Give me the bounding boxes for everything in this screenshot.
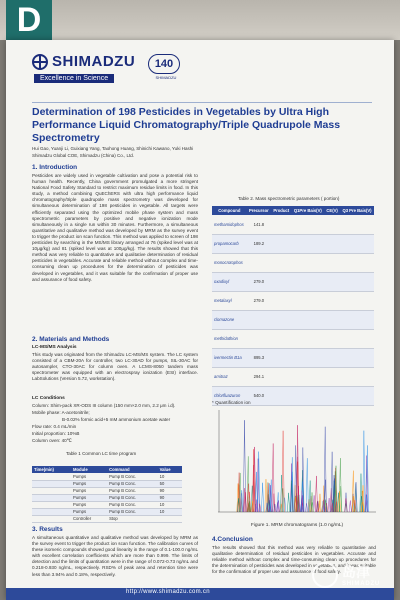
table-row	[32, 508, 182, 515]
table-cell: Pump B Conc.	[107, 501, 158, 508]
table-cell	[247, 310, 271, 329]
table-row	[212, 310, 374, 329]
table-cell	[340, 329, 374, 348]
table-cell	[271, 291, 291, 310]
table-cell	[32, 480, 71, 487]
table-cell: Pumps	[71, 508, 107, 515]
table-row	[32, 480, 182, 487]
table-cell: Stop	[107, 515, 158, 522]
poster-url: http://www.shimadzu.com.cn	[126, 589, 210, 595]
compound-name: metalaxyl	[212, 291, 247, 310]
table-header-cell: Compound	[212, 206, 247, 215]
table-header-cell: Q1Pre Bais(V)	[291, 206, 324, 215]
condition-column: Column: Shim-pack XR-ODS III column (150 mm×2.0 mm, 2.2 μm i.d).	[32, 403, 176, 408]
table-cell: 10	[158, 508, 182, 515]
anniversary-badge: 140	[148, 54, 180, 74]
table-cell	[324, 367, 340, 386]
chromatogram-peak	[339, 458, 341, 512]
table-header-cell: Q3 Pre Bais(V)	[340, 206, 374, 215]
chromatogram-peak	[282, 431, 284, 512]
table-row	[32, 473, 182, 480]
table-cell	[291, 367, 324, 386]
table-cell	[32, 494, 71, 501]
table-cell: 279.0	[247, 291, 271, 310]
table-cell	[291, 234, 324, 253]
chromatogram-peak	[349, 501, 351, 512]
watermark-english-text: SHIMADZU	[342, 581, 381, 587]
compound-name: chlorfluazuron	[212, 386, 247, 405]
table-cell	[32, 473, 71, 480]
table-cell	[271, 367, 291, 386]
section-methods-heading: 2. Materials and Methods	[32, 336, 110, 343]
watermark-logo-icon	[312, 562, 338, 588]
table-cell	[291, 348, 324, 367]
table-row	[212, 234, 374, 253]
table-cell	[271, 386, 291, 405]
section-results-heading: 3. Results	[32, 526, 63, 533]
chromatogram-peaks	[237, 420, 369, 512]
table-cell	[271, 329, 291, 348]
condition-mobile-phase-b: B-0.02% formic acid+5 mM ammonium acetate water	[62, 417, 171, 422]
anniversary-sub: SHIMADZU	[155, 75, 177, 80]
table-cell	[324, 272, 340, 291]
lc-conditions-heading: LC Conditions	[32, 396, 65, 401]
table-cell	[340, 253, 374, 272]
brand-tagline: Excellence in Science	[34, 74, 114, 83]
condition-mobile-phase-a: Mobile phase: A-acetonitrile;	[32, 410, 90, 415]
table-cell	[324, 310, 340, 329]
table-cell: Pump B Conc.	[107, 494, 158, 501]
table-header-row	[32, 466, 182, 473]
poster-title: Determination of 198 Pesticides in Vegetables by Ultra High Performance Liquid Chromatography/Triple Quadrupole Mass Spectrometry	[32, 106, 341, 144]
table-header-cell: CE(V)	[324, 206, 340, 215]
table-cell	[324, 234, 340, 253]
table-row	[212, 272, 374, 291]
lcms-analysis-text: This study was originated from the Shimadzu LC-MS/MS system. The LC system consisted of a CBM-20A for controller, two LC-30AD for pumps, SIL-30AC for autosampler, CTO-30AC for column oven. A LCMS-8050 tandem mass spectrometer was equipped with an electrospray ionization (ESI) interface. LabSolutions (Version 5.72, workstation).	[32, 352, 198, 382]
table-cell	[291, 329, 324, 348]
table-cell	[271, 272, 291, 291]
chromatogram-peak	[306, 458, 308, 512]
table-cell	[340, 215, 374, 234]
table-header-cell: Precursor	[247, 206, 271, 215]
table-cell: Pumps	[71, 487, 107, 494]
compound-name: propamocarb	[212, 234, 247, 253]
chromatogram-peak	[360, 474, 362, 512]
chromatogram-peak	[305, 503, 307, 512]
backdrop-wall	[0, 0, 400, 40]
table-cell	[340, 234, 374, 253]
table-cell	[340, 310, 374, 329]
table-cell: 90	[158, 494, 182, 501]
header-divider	[32, 102, 372, 103]
section-conclusion-heading: 4.Conclusion	[212, 536, 253, 543]
chromatogram-peak	[328, 498, 330, 512]
watermark-chinese-text: 岛津	[342, 564, 370, 580]
table-cell	[32, 515, 71, 522]
brand-name: SHIMADZU	[52, 53, 136, 70]
table-cell	[32, 508, 71, 515]
table-row	[212, 329, 374, 348]
table-row	[32, 501, 182, 508]
table-cell	[340, 272, 374, 291]
table-cell	[324, 215, 340, 234]
ms-parameters-table	[212, 206, 374, 406]
conclusion-text: The results showed that this method was very reliable to quantitative and qualitative determination of residual pesticides in vegetables. Accurate and reliable method without complex and time-consuming clean up procedures for the determination of pesticides was developed in vegetables, and it was suitable for the confirmation of proper use and assurance of food safety.	[212, 545, 376, 575]
table-cell	[291, 291, 324, 310]
table-cell	[291, 215, 324, 234]
condition-column-oven: Column oven: 40℃	[32, 438, 72, 443]
table-cell	[271, 253, 291, 272]
table-header-row	[212, 206, 374, 215]
table-cell: 279.0	[247, 272, 271, 291]
table-cell: 141.8	[247, 215, 271, 234]
table-cell	[324, 348, 340, 367]
compound-name: methamidophos	[212, 215, 247, 234]
table-cell: 895.3	[247, 348, 271, 367]
table-cell: 90	[158, 487, 182, 494]
poster-authors: Hui Gao, Yuanji Li, Guixiang Yang, Taohong Huang, Shinichi Kawano, Yuki Hashi	[32, 146, 194, 151]
mrm-chromatogram	[218, 408, 376, 518]
table-cell	[247, 329, 271, 348]
shimadzu-logo-icon	[32, 54, 48, 70]
table-cell	[340, 348, 374, 367]
table-cell	[32, 487, 71, 494]
table-cell	[271, 215, 291, 234]
table-row	[212, 291, 374, 310]
table-header-cell: Module	[71, 466, 107, 473]
table-cell	[324, 291, 340, 310]
table-row	[32, 487, 182, 494]
table-cell: 540.0	[247, 386, 271, 405]
table1-caption: Table 1 Common LC time program	[66, 451, 137, 456]
table-cell: Pumps	[71, 494, 107, 501]
table2-caption: Table 2. Mass spectrometric parameters ( portion)	[238, 196, 340, 201]
table-cell	[324, 253, 340, 272]
chromatogram-peak	[272, 443, 274, 512]
poster-affiliation: Shimadzu Global COE, Shimadzu (China) Co., Ltd.	[32, 153, 135, 158]
condition-initial-proportion: Initial proportion: 10%B	[32, 431, 80, 436]
compound-name: oxadixyl	[212, 272, 247, 291]
table-header-cell: Value	[158, 466, 182, 473]
table-cell: 50	[158, 480, 182, 487]
table-header-cell: Command	[107, 466, 158, 473]
compound-name: clomazone	[212, 310, 247, 329]
chromatogram-peak	[287, 493, 289, 512]
table-cell	[291, 386, 324, 405]
condition-flow-rate: Flow rate: 0.4 mL/min	[32, 424, 77, 429]
table-cell: 189.2	[247, 234, 271, 253]
table-cell: Pump B Conc.	[107, 480, 158, 487]
table-header-cell: Time(min)	[32, 466, 71, 473]
backdrop-letter: D	[6, 0, 52, 40]
chromatogram-peak	[363, 431, 365, 512]
table-cell	[32, 501, 71, 508]
table-cell	[291, 310, 324, 329]
table-cell	[291, 272, 324, 291]
chromatogram-peak	[273, 494, 275, 512]
table-cell: Pump B Conc.	[107, 508, 158, 515]
table2-note: * Quantification ion	[212, 400, 251, 405]
table-cell	[324, 386, 340, 405]
table-row	[212, 253, 374, 272]
table-row	[32, 515, 182, 522]
shimadzu-watermark	[312, 560, 394, 594]
table-cell: 10	[158, 501, 182, 508]
lc-time-program-table	[32, 466, 182, 523]
poster-sheet	[6, 40, 394, 600]
section-introduction-heading: 1. Introduction	[32, 164, 78, 171]
table-row	[212, 348, 374, 367]
table-cell: 294.1	[247, 367, 271, 386]
table-cell: Pump B Conc.	[107, 487, 158, 494]
table-cell: Pumps	[71, 473, 107, 480]
table-row	[32, 494, 182, 501]
table-header-cell: Product	[271, 206, 291, 215]
table-cell	[158, 515, 182, 522]
table-cell	[340, 291, 374, 310]
table-cell	[271, 348, 291, 367]
compound-name: ivermectin B1a	[212, 348, 247, 367]
table-row	[212, 215, 374, 234]
table-cell	[271, 310, 291, 329]
table-cell: 10	[158, 473, 182, 480]
compound-name: amitraz	[212, 367, 247, 386]
brand-header	[32, 52, 372, 98]
table-cell	[324, 329, 340, 348]
table-cell	[291, 253, 324, 272]
compound-name: methidathion	[212, 329, 247, 348]
table-cell: Pump B Conc.	[107, 473, 158, 480]
table-cell	[340, 367, 374, 386]
introduction-text: Pesticides are widely used in vegetable cultivation and pose a potential risk to human health. Recently, China government promulgated a more stringent National Food Safety Standard to restrict maximum residue limits in food. In this study, a method combining QuEChERS with ultra high performance liquid chromatography/triple quadrupole mass spectrometry was developed for simultaneous determination of 198 pesticides in vegetable. All targets were efficiently separated using the optimized mobile phase system and mass spectrometric parameters by positive and negative ionization mode simultaneously in a single run within 30 minutes. Furthermore, a simultaneous quantitative and qualitative method was developed by MRM as the survey event to trigger the product ion scan function. This method was applied to screen of 198 pesticides by searching in the MS/MS library arranged at 76 (spiked level was at 10μg/kg) and 81 (spiked level was at 100μg/kg). The results showed that this method was very reliable to quantitative and qualitative determination of residual pesticides in vegetables. Accurate and reliable method without complex and time-consuming clean up procedures for the determination of pesticides was developed in vegetables, and it was suitable for the confirmation of proper use and assurance of food safety.	[32, 173, 198, 282]
table-cell: Pumps	[71, 501, 107, 508]
table-cell: Pumps	[71, 480, 107, 487]
compound-name: monocrotophos	[212, 253, 247, 272]
table-cell	[340, 386, 374, 405]
chromatogram-peak	[261, 483, 263, 512]
results-text: A simultaneous quantitative and qualitative method was developed by MRM as the survey event to trigger the product ion scan function. The calibration curves of these isomeric compounds showed good linearity in the range of 0.1-100.0 ng/mL with excellent correlation coefficients which are more than 0.999. The limits of detection and the limits of quantitation were in the range of 0.072-0.73 ng/mL and 0.218-0.930 ng/mL, respectively. RSD% of peak area and retention time were less than 3.94% and 0.18%, respectively.	[32, 535, 198, 577]
table-cell	[271, 234, 291, 253]
figure1-caption: Figure 1. MRM chromatograms (1.0 ng/mL)	[250, 523, 344, 528]
lcms-analysis-heading: LC-MS/MS Analysis	[32, 345, 77, 350]
table-row	[212, 367, 374, 386]
table-cell: Controller	[71, 515, 107, 522]
table-cell	[247, 253, 271, 272]
